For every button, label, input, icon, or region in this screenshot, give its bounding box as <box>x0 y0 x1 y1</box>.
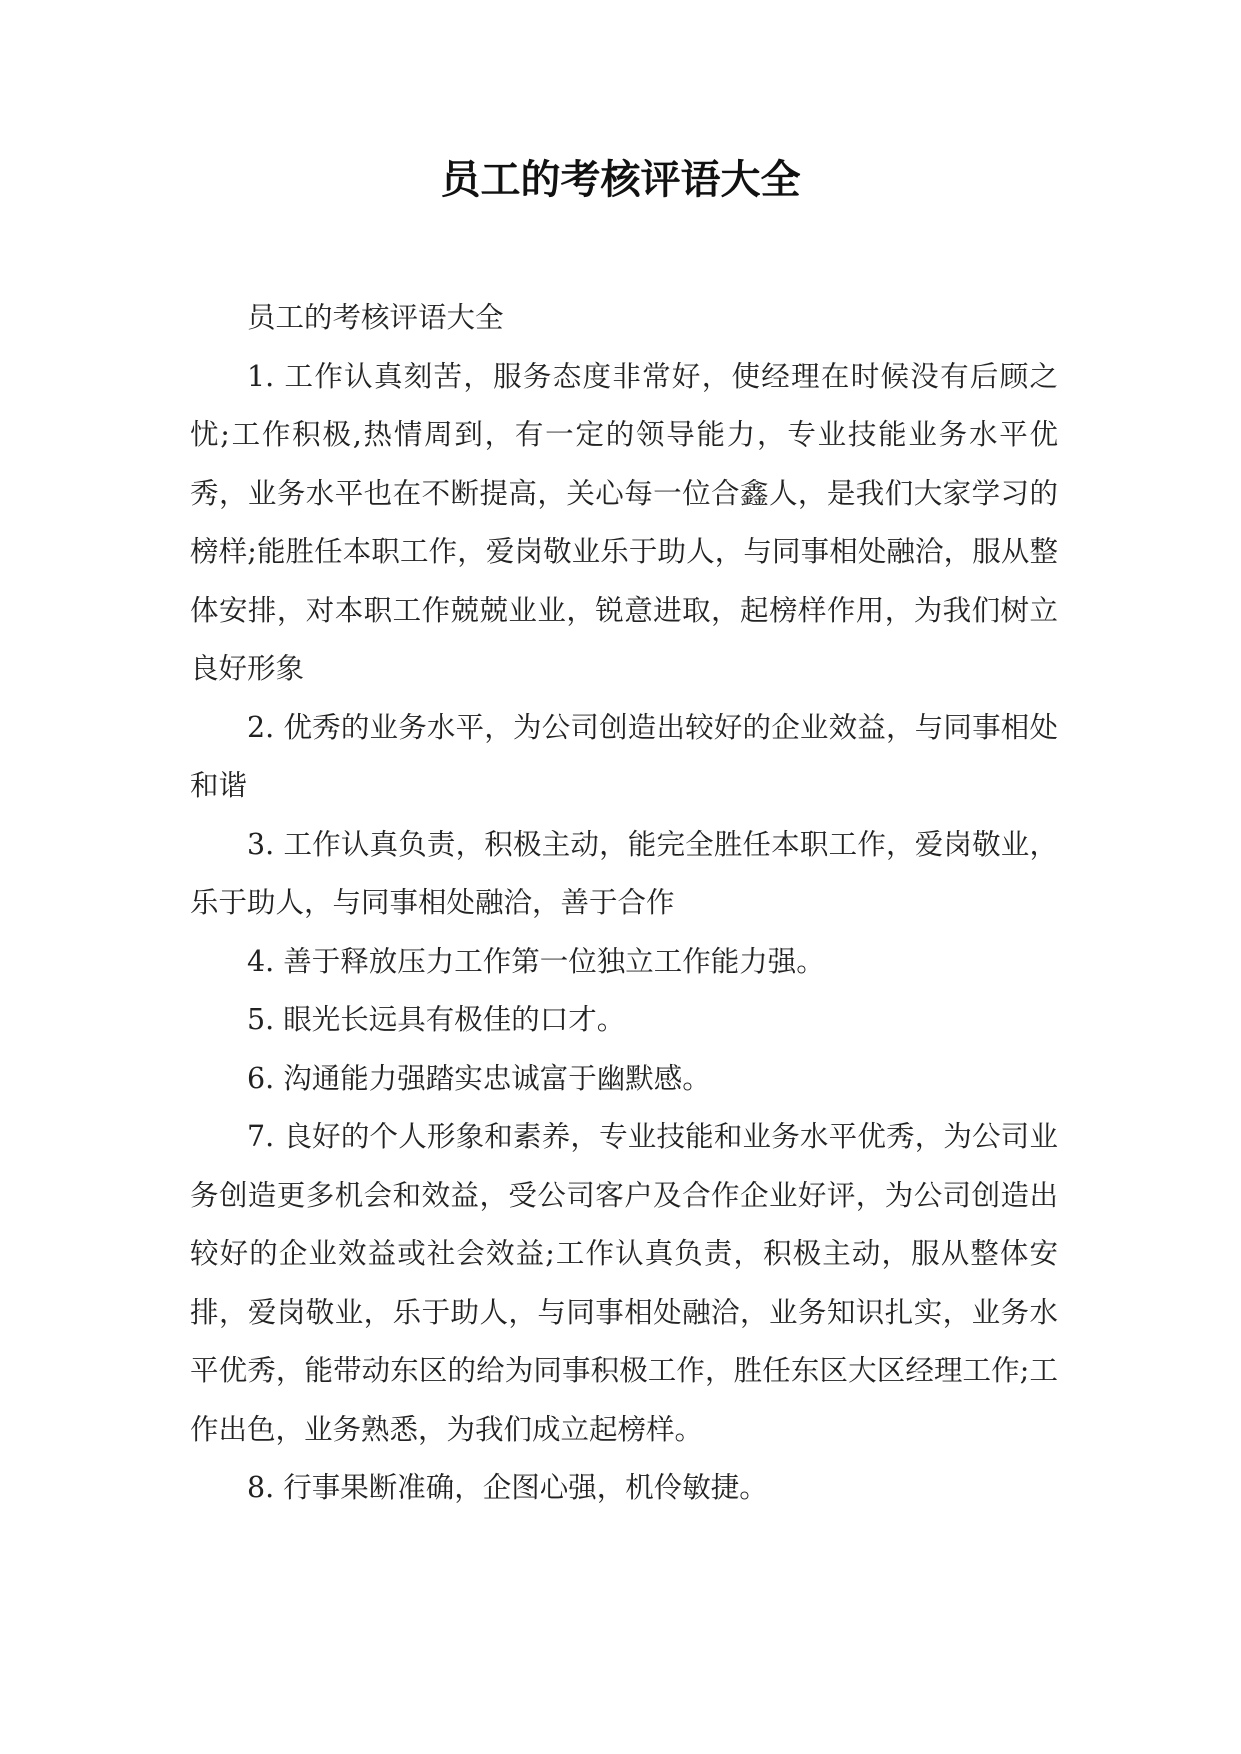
comment-paragraph-5: 5. 眼光长远具有极佳的口才。 <box>247 1003 626 1036</box>
comment-paragraph-1: 1. 工作认真刻苦，服务态度非常好，使经理在时候没有后顾之忧;工作积极,热情周到，有一定的领导能力，专业技能业务水平优秀，业务水平也在不断提高，关心每一位合鑫人，是我们大家学习的榜样;能胜任本职工作，爱岗敬业乐于助人，与同事相处融洽，服从整体安排，对本职工作兢兢业业，锐意进取，起榜样作用，为我们树立良好形象 <box>190 359 1058 685</box>
comment-paragraph-8: 8. 行事果断准确，企图心强，机伶敏捷。 <box>247 1471 768 1504</box>
comment-paragraph-2: 2. 优秀的业务水平，为公司创造出较好的企业效益，与同事相处和谐 <box>190 710 1058 802</box>
document-title: 员工的考核评语大全 <box>440 157 801 203</box>
document-subtitle: 员工的考核评语大全 <box>247 301 504 334</box>
document-body <box>190 289 1058 1518</box>
comment-paragraph-7: 7. 良好的个人形象和素养，专业技能和业务水平优秀，为公司业务创造更多机会和效益，受公司客户及合作企业好评，为公司创造出较好的企业效益或社会效益;工作认真负责，积极主动，服从整体安排，爱岗敬业，乐于助人，与同事相处融洽，业务知识扎实，业务水平优秀，能带动东区的给为同事积极工作，胜任东区大区经理工作;工作出色，业务熟悉，为我们成立起榜样。 <box>190 1120 1058 1446</box>
comment-paragraph-4: 4. 善于释放压力工作第一位独立工作能力强。 <box>247 944 825 978</box>
comment-paragraph-3: 3. 工作认真负责，积极主动，能完全胜任本职工作，爱岗敬业，乐于助人，与同事相处融洽，善于合作 <box>190 827 1058 919</box>
comment-paragraph-6: 6. 沟通能力强踏实忠诚富于幽默感。 <box>247 1061 711 1095</box>
